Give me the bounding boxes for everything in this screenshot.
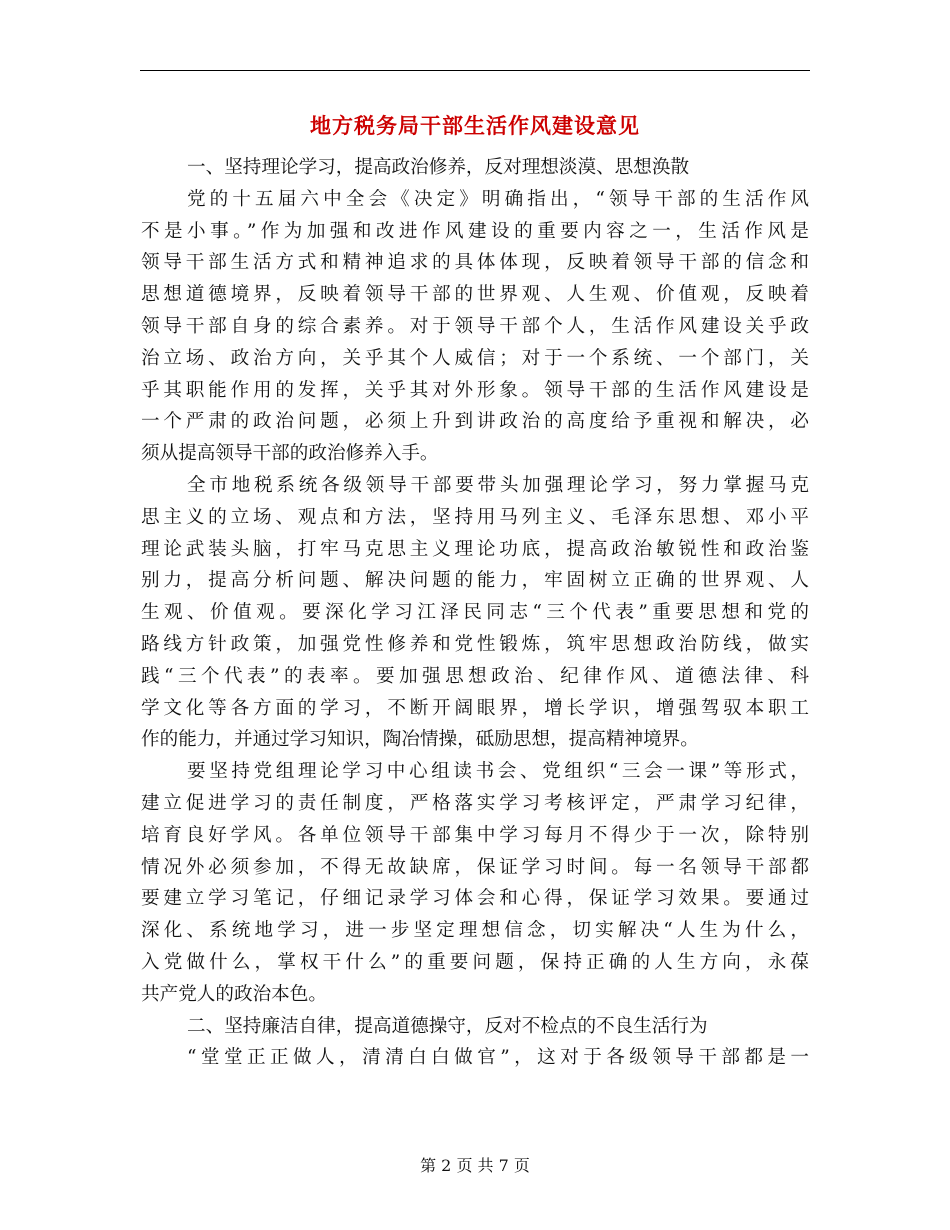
paragraph-line: 深化、系统地学习，进一步坚定理想信念，切实解决“人生为什么， [141, 920, 809, 942]
header-rule [140, 70, 810, 71]
paragraph-line: 思想道德境界，反映着领导干部的世界观、人生观、价值观，反映着 [141, 284, 809, 306]
paragraph-line: 一个严肃的政治问题，必须上升到讲政治的高度给予重视和解决，必 [141, 411, 809, 433]
paragraph-line: 全市地税系统各级领导干部要带头加强理论学习，努力掌握马克 [187, 474, 809, 496]
paragraph-line: 领导干部自身的综合素养。对于领导干部个人，生活作风建设关乎政 [141, 315, 809, 337]
paragraph-line: 思主义的立场、观点和方法，坚持用马列主义、毛泽东思想、邓小平 [141, 506, 809, 528]
paragraph-line: 共产党人的政治本色。 [141, 983, 327, 1005]
paragraph-line: 须从提高领导干部的政治修养入手。 [141, 443, 439, 465]
paragraph-line: 要坚持党组理论学习中心组读书会、党组织“三会一课”等形式， [187, 761, 809, 783]
section-heading-2: 二、坚持廉洁自律，提高道德操守，反对不检点的不良生活行为 [187, 1015, 708, 1037]
paragraph-line: 领导干部生活方式和精神追求的具体体现，反映着领导干部的信念和 [141, 252, 809, 274]
section-heading-1: 一、坚持理论学习，提高政治修养，反对理想淡漠、思想涣散 [187, 157, 690, 178]
document-body [141, 152, 809, 1074]
paragraph-line: 作的能力，并通过学习知识，陶冶情操，砥励思想，提高精神境界。 [141, 729, 699, 751]
paragraph-line: 建立促进学习的责任制度，严格落实学习考核评定，严肃学习纪律， [141, 792, 809, 814]
paragraph-line: 情况外必须参加，不得无故缺席，保证学习时间。每一名领导干部都 [141, 856, 809, 878]
paragraph-line: 不是小事。”作为加强和改进作风建设的重要内容之一，生活作风是 [141, 220, 809, 242]
paragraph-line: 乎其职能作用的发挥，关乎其对外形象。领导干部的生活作风建设是 [141, 379, 809, 401]
paragraph-line: 入党做什么，掌权干什么”的重要问题，保持正确的人生方向，永葆 [141, 951, 809, 973]
paragraph-line: 别力，提高分析问题、解决问题的能力，牢固树立正确的世界观、人 [141, 570, 809, 592]
paragraph-line: 要建立学习笔记，仔细记录学习体会和心得，保证学习效果。要通过 [141, 888, 809, 910]
page-number: 第 2 页 共 7 页 [420, 1156, 530, 1175]
paragraph-line: 党的十五届六中全会《决定》明确指出，“领导干部的生活作风 [187, 188, 809, 210]
document-title: 地方税务局干部生活作风建设意见 [310, 113, 640, 138]
paragraph-line: 学文化等各方面的学习，不断开阔眼界，增长学识，增强驾驭本职工 [141, 697, 809, 719]
paragraph-line: 路线方针政策，加强党性修养和党性锻炼，筑牢思想政治防线，做实 [141, 633, 809, 655]
paragraph-line: 培育良好学风。各单位领导干部集中学习每月不得少于一次，除特别 [141, 824, 809, 846]
paragraph-line: 治立场、政治方向，关乎其个人威信；对于一个系统、一个部门，关 [141, 347, 809, 369]
paragraph-line: 生观、价值观。要深化学习江泽民同志“三个代表”重要思想和党的 [141, 602, 809, 624]
paragraph-line: “堂堂正正做人，清清白白做官”，这对于各级领导干部都是一 [187, 1047, 809, 1069]
paragraph-line: 理论武装头脑，打牢马克思主义理论功底，提高政治敏锐性和政治鉴 [141, 538, 809, 560]
paragraph-line: 践“三个代表”的表率。要加强思想政治、纪律作风、道德法律、科 [141, 665, 809, 687]
